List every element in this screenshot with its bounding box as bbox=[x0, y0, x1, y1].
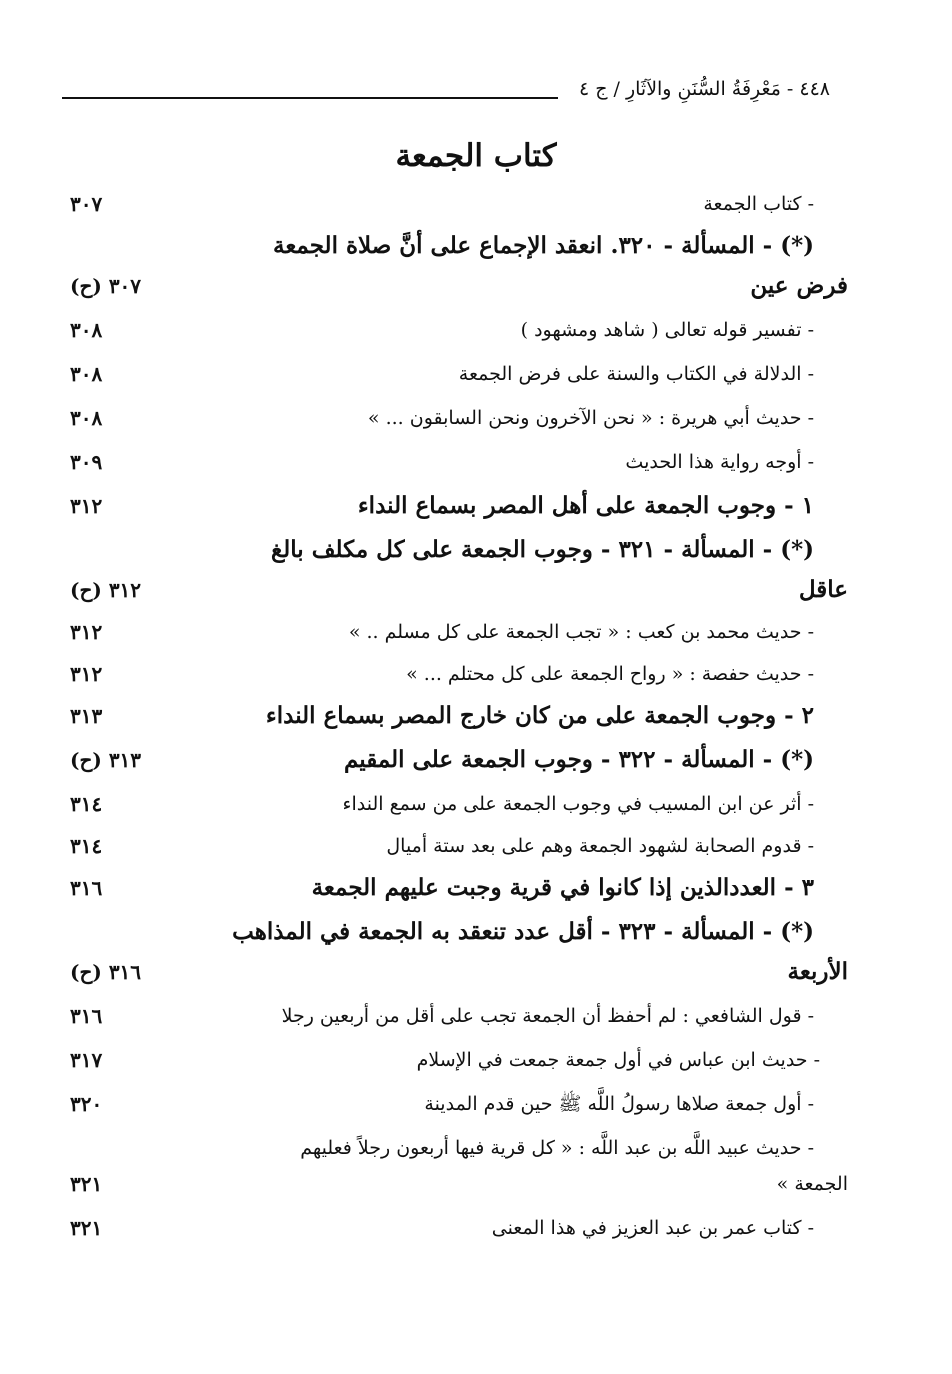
section-title: كتاب الجمعة bbox=[395, 138, 557, 174]
toc-entry bbox=[60, 400, 824, 436]
entry-text: - أوجه رواية هذا الحديث bbox=[625, 451, 814, 473]
toc-entry bbox=[60, 870, 824, 906]
toc-entry bbox=[60, 1130, 848, 1196]
entry-text: - كتاب عمر بن عبد العزيز في هذا المعنى bbox=[491, 1217, 814, 1239]
entry-text: - حديث عبيد اللَّه بن عبد اللَّه : « كل قرية فيها أربعون رجلاً فعليهم bbox=[300, 1137, 814, 1159]
page-number: ٣١٦ bbox=[70, 1004, 103, 1028]
entry-text: - قول الشافعي : لم أحفظ أن الجمعة تجب على أقل من أربعين رجلا bbox=[281, 1005, 814, 1027]
page-number: ٣١٢ bbox=[70, 620, 103, 644]
page-number: ٣١٢ bbox=[70, 662, 103, 686]
entry-text-continuation: فرض عين bbox=[750, 272, 848, 299]
toc-entry bbox=[60, 742, 824, 778]
toc-entry bbox=[60, 312, 824, 348]
toc-entry bbox=[60, 488, 824, 524]
entry-text: - حديث أبي هريرة : « نحن الآخرون ونحن السابقون ... » bbox=[367, 407, 814, 429]
entry-text-continuation: عاقل bbox=[798, 576, 848, 603]
toc-entry bbox=[60, 186, 824, 222]
page-number: ٣١٦ bbox=[70, 876, 103, 900]
toc-entry bbox=[60, 532, 848, 603]
toc-entry bbox=[60, 786, 824, 822]
toc-entry bbox=[60, 1210, 824, 1246]
page-number: ٣٢٠ bbox=[70, 1092, 103, 1116]
toc-entry bbox=[60, 356, 824, 392]
page-number: ٣٠٨ bbox=[70, 362, 103, 386]
page-number: ٣٠٨ bbox=[70, 318, 103, 342]
entry-text: - أول جمعة صلاها رسولُ اللَّه ﷺ حين قدم المدينة bbox=[424, 1093, 814, 1115]
entry-text: - تفسير قوله تعالى ( شاهد ومشهود ) bbox=[520, 319, 814, 341]
toc-entry bbox=[60, 228, 848, 299]
toc-entry bbox=[60, 914, 848, 985]
page-number: ٣٢١ bbox=[70, 1172, 103, 1196]
page-number: ٣١٧ bbox=[70, 1048, 103, 1072]
page-number: ٣١٣ (ح) bbox=[70, 748, 142, 772]
entry-text: (*) - المسألة - ٣٢٠. انعقد الإجماع على أنَّ صلاة الجمعة bbox=[272, 232, 814, 259]
page-number: ٣٠٧ (ح) bbox=[70, 274, 142, 298]
toc-entry bbox=[60, 998, 824, 1034]
entry-text: (*) - المسألة - ٣٢١ - وجوب الجمعة على كل مكلف بالغ bbox=[271, 536, 814, 563]
entry-text: - حديث ابن عباس في أول جمعة جمعت في الإسلام bbox=[416, 1049, 820, 1071]
page-number: ٣٠٩ bbox=[70, 450, 103, 474]
entry-text: (*) - المسألة - ٣٢٢ - وجوب الجمعة على المقيم bbox=[343, 746, 814, 773]
entry-text: - حديث حفصة : « رواح الجمعة على كل محتلم ... » bbox=[406, 663, 814, 685]
toc-entry bbox=[60, 828, 824, 864]
page-number: ٣٠٨ bbox=[70, 406, 103, 430]
entry-text: - حديث محمد بن كعب : « تجب الجمعة على كل مسلم .. » bbox=[348, 621, 814, 643]
page-number: ٣١٣ bbox=[70, 704, 103, 728]
page-number: ٣١٤ bbox=[70, 792, 103, 816]
entry-text: - أثر عن ابن المسيب في وجوب الجمعة على من سمع النداء bbox=[342, 793, 814, 815]
page-number: ٣٠٧ bbox=[70, 192, 103, 216]
page-number: ٣١٤ bbox=[70, 834, 103, 858]
page-number: ٣٢١ bbox=[70, 1216, 103, 1240]
entry-text: ٢ - وجوب الجمعة على من كان خارج المصر بسماع النداء bbox=[265, 702, 814, 729]
entry-text: - قدوم الصحابة لشهود الجمعة وهم على بعد ستة أميال bbox=[386, 835, 814, 857]
header-rule bbox=[62, 97, 558, 99]
entry-text: ١ - وجوب الجمعة على أهل المصر بسماع النداء bbox=[357, 492, 814, 519]
entry-text-continuation: الأربعة bbox=[787, 958, 848, 985]
running-head: ٤٤٨ - مَعْرِفَةُ السُّنَنِ والآثَارِ / ج ٤ bbox=[578, 78, 830, 100]
entry-text: ٣ - العددالذين إذا كانوا في قرية وجبت عليهم الجمعة bbox=[311, 874, 814, 901]
page-number: ٣١٢ bbox=[70, 494, 103, 518]
entry-text: - الدلالة في الكتاب والسنة على فرض الجمعة bbox=[458, 363, 814, 385]
toc-entry bbox=[60, 656, 824, 692]
entry-text: - كتاب الجمعة bbox=[703, 193, 814, 215]
toc-entry bbox=[60, 1086, 824, 1122]
entry-text-continuation: الجمعة » bbox=[776, 1173, 848, 1195]
toc-entry bbox=[60, 698, 824, 734]
toc-entry bbox=[60, 614, 824, 650]
toc-entry bbox=[60, 444, 824, 480]
toc-entry bbox=[60, 1042, 824, 1078]
page-number: ٣١٦ (ح) bbox=[70, 960, 142, 984]
page-number: ٣١٢ (ح) bbox=[70, 578, 142, 602]
entry-text: (*) - المسألة - ٣٢٣ - أقل عدد تنعقد به الجمعة في المذاهب bbox=[232, 918, 814, 945]
